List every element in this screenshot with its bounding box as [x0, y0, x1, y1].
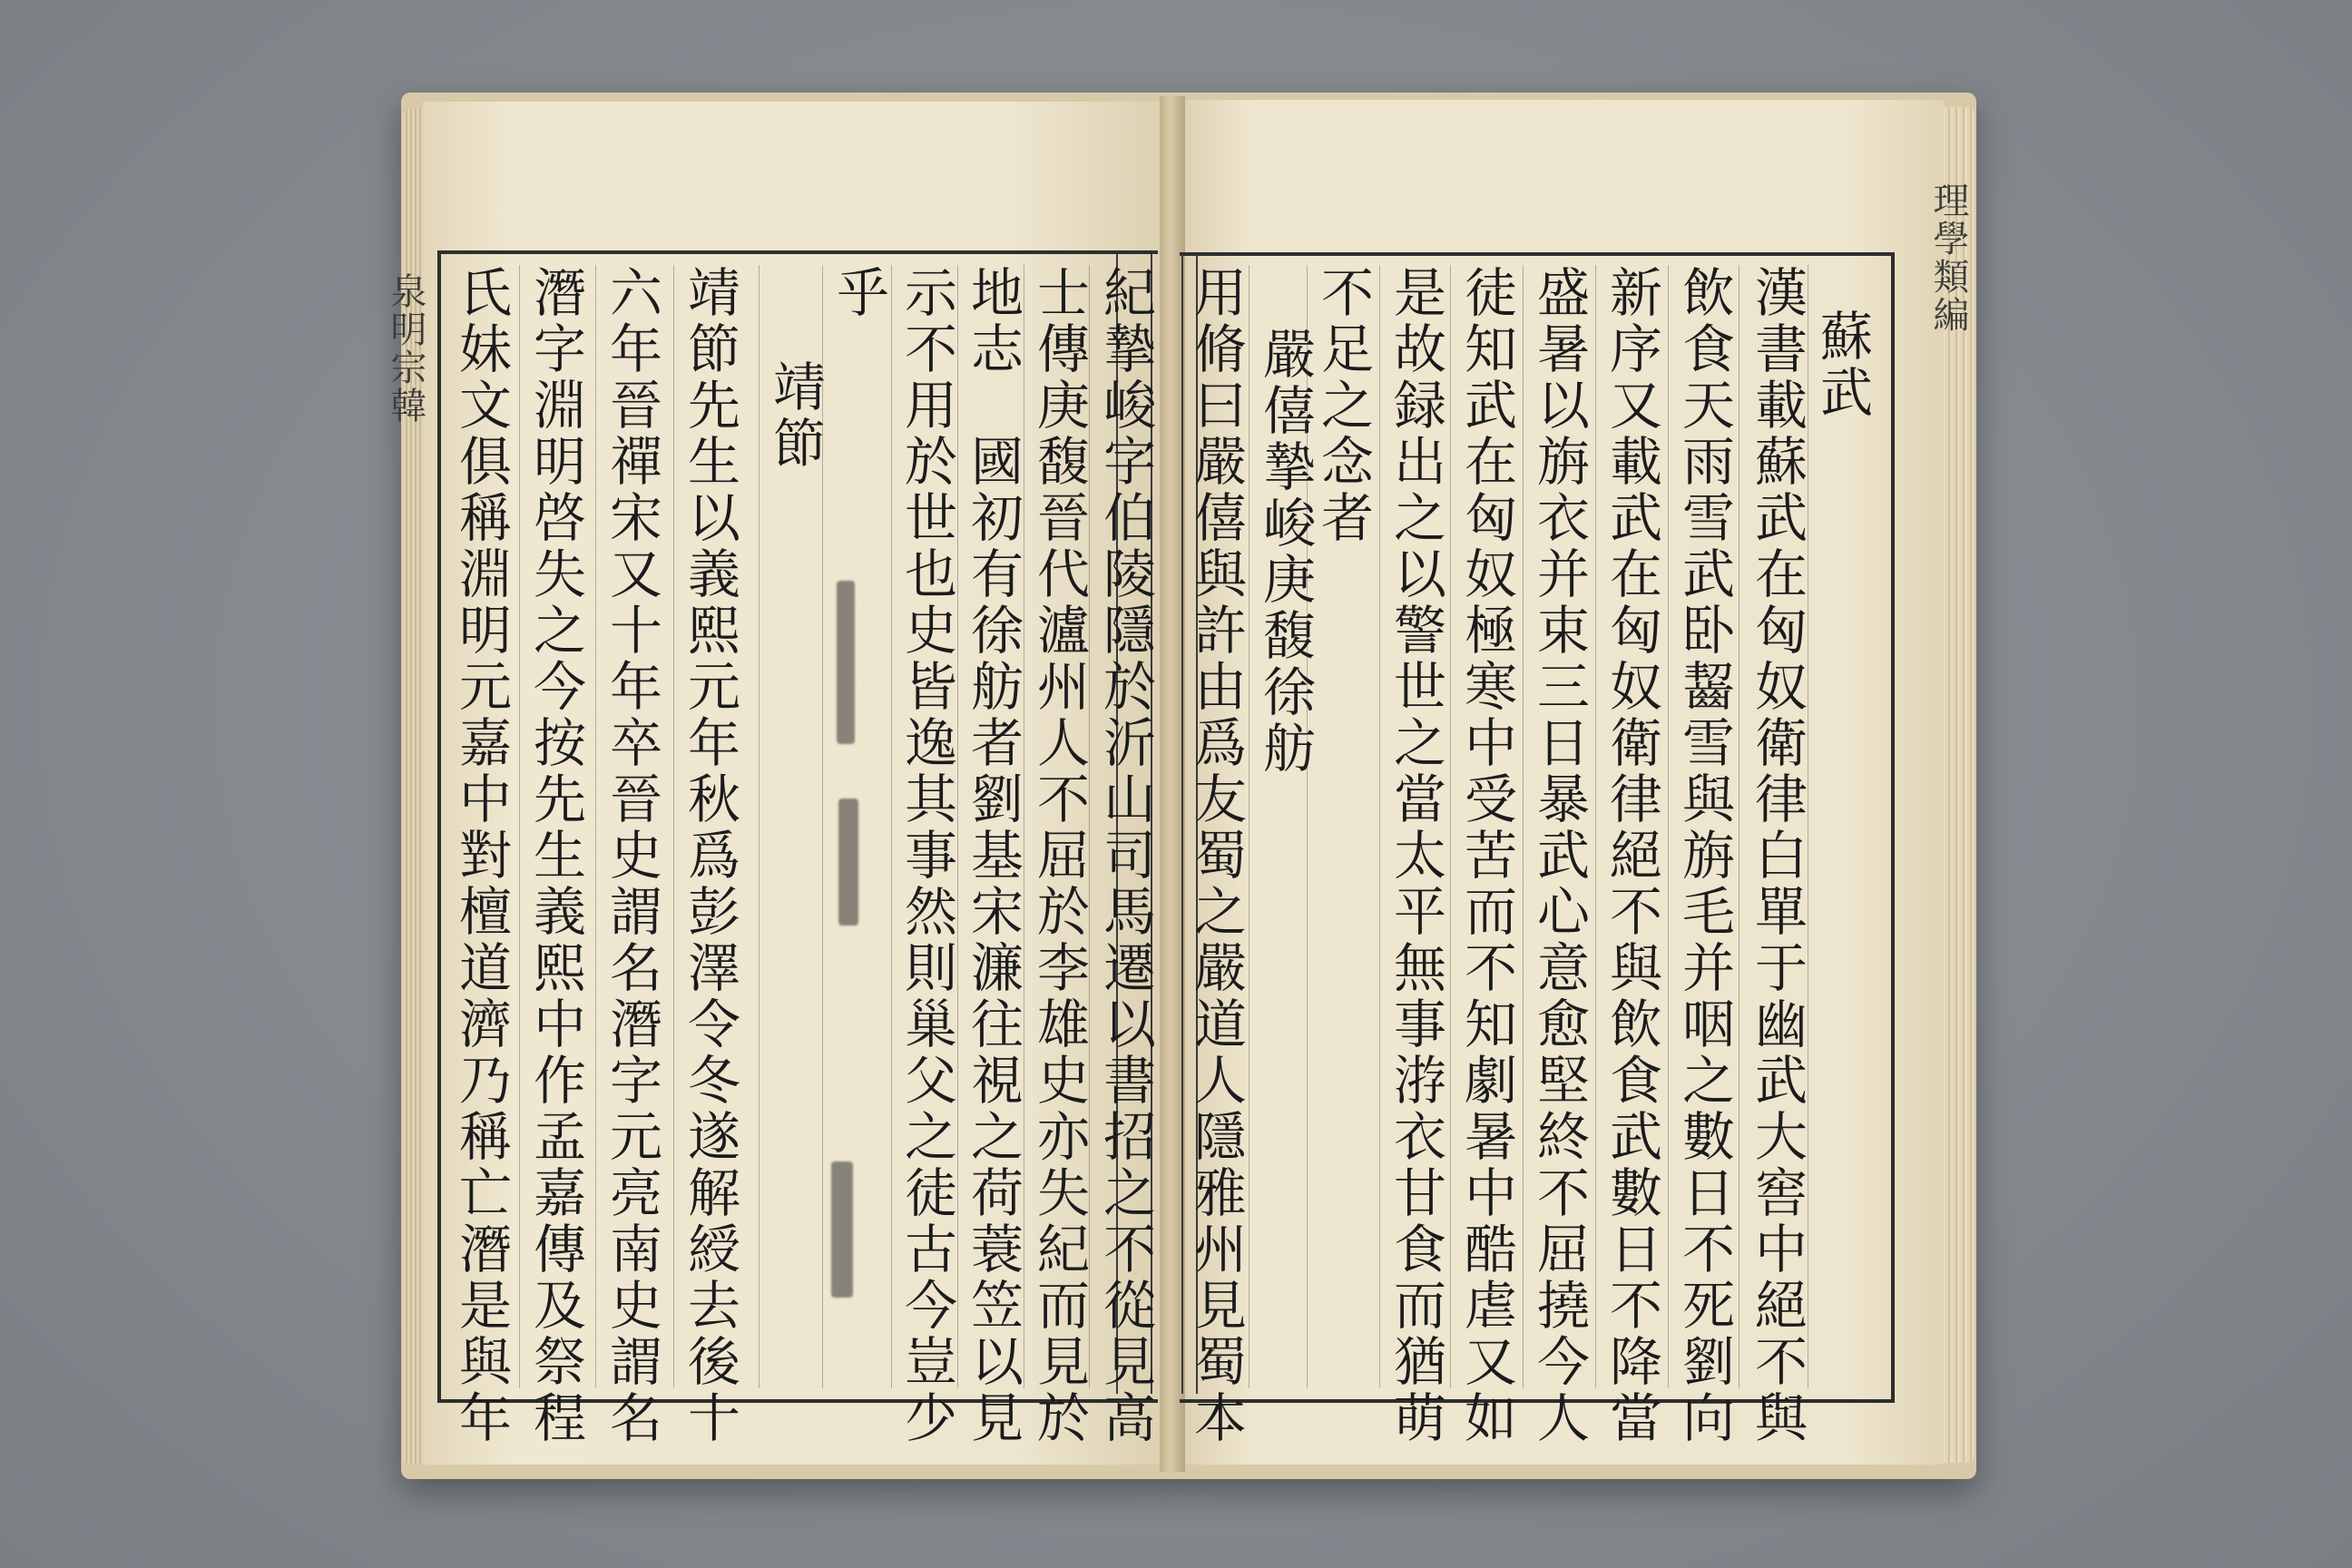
right-rule — [1379, 265, 1380, 1388]
right-rule — [1739, 265, 1740, 1388]
right-col-7: 是故録出之以警世之當太平無事㳺衣甘食而猶萌 — [1385, 265, 1446, 1446]
left-rule — [759, 265, 760, 1388]
right-col-10: 用脩曰嚴僖與許由爲友蜀之嚴道人隱雅州見蜀本 — [1185, 265, 1247, 1446]
ink-smudge — [837, 581, 855, 744]
right-rule — [1249, 265, 1250, 1388]
left-col-11: 氏妹文俱稱淵明元嘉中對檀道濟乃稱亡潛是與年 — [450, 265, 512, 1446]
right-col-5: 盛暑以旃衣并束三日暴武心意愈堅終不屈撓今人 — [1528, 265, 1590, 1446]
right-rule — [1595, 265, 1596, 1388]
left-rule — [1089, 265, 1090, 1388]
left-margin-label: 泉明宗韓 — [385, 272, 426, 425]
left-col-3: 地志 國初有徐舫者劉基宋濂往視之荷蓑笠以見 — [962, 265, 1024, 1446]
right-col-8: 不足之念者 — [1312, 265, 1374, 546]
left-col-10: 潛字淵明啓失之今按先生義熙中作孟嘉傳及祭程 — [524, 265, 586, 1446]
left-col-2: 士傳庚馥晉代瀘州人不屈於李雄史亦失紀而見於 — [1028, 265, 1090, 1446]
right-heading-suwu: 蘇武 — [1811, 309, 1873, 421]
ink-smudge — [838, 799, 858, 926]
left-rule — [822, 265, 823, 1388]
left-heading-jingjie: 靖節 — [764, 359, 826, 472]
left-rule — [519, 265, 520, 1388]
left-col-5: 乎 — [828, 265, 889, 321]
left-col-4: 示不用於世也史皆逸其事然則巢父之徒古今豈少 — [896, 265, 957, 1446]
right-rule — [1307, 265, 1308, 1388]
left-rule — [891, 265, 892, 1388]
ink-smudge — [831, 1161, 853, 1298]
right-rule — [1668, 265, 1669, 1388]
left-col-8: 靖節先生以義熙元年秋爲彭澤令冬遂解綬去後十 — [679, 265, 740, 1446]
left-rule — [957, 265, 958, 1388]
right-col-3: 飲食天雨雪武卧齧雪與旃毛并咽之數日不死劉向 — [1673, 265, 1735, 1446]
left-col-9: 六年晉禪宋又十年卒晉史謂名潛字元亮南史謂名 — [601, 265, 662, 1446]
right-col-2: 漢書載蘇武在匈奴衛律白單于幽武大窖中絕不與 — [1746, 265, 1808, 1446]
left-col-1: 紀摯峻字伯陵隱於沂山司馬遷以書招之不從見高 — [1094, 265, 1156, 1446]
left-rule — [673, 265, 674, 1388]
right-margin-label: 理學類編 — [1927, 181, 1969, 334]
left-rule — [595, 265, 596, 1388]
right-heading-yanxi: 嚴僖摯峻庚馥徐舫 — [1254, 327, 1316, 777]
right-rule — [1450, 265, 1451, 1388]
right-rule — [1523, 265, 1524, 1388]
right-col-6: 徒知武在匈奴極寒中受苦而不知劇暑中酷虐又如 — [1455, 265, 1517, 1446]
right-col-4: 新序又載武在匈奴衛律絕不與飲食武數日不降當 — [1601, 265, 1662, 1446]
